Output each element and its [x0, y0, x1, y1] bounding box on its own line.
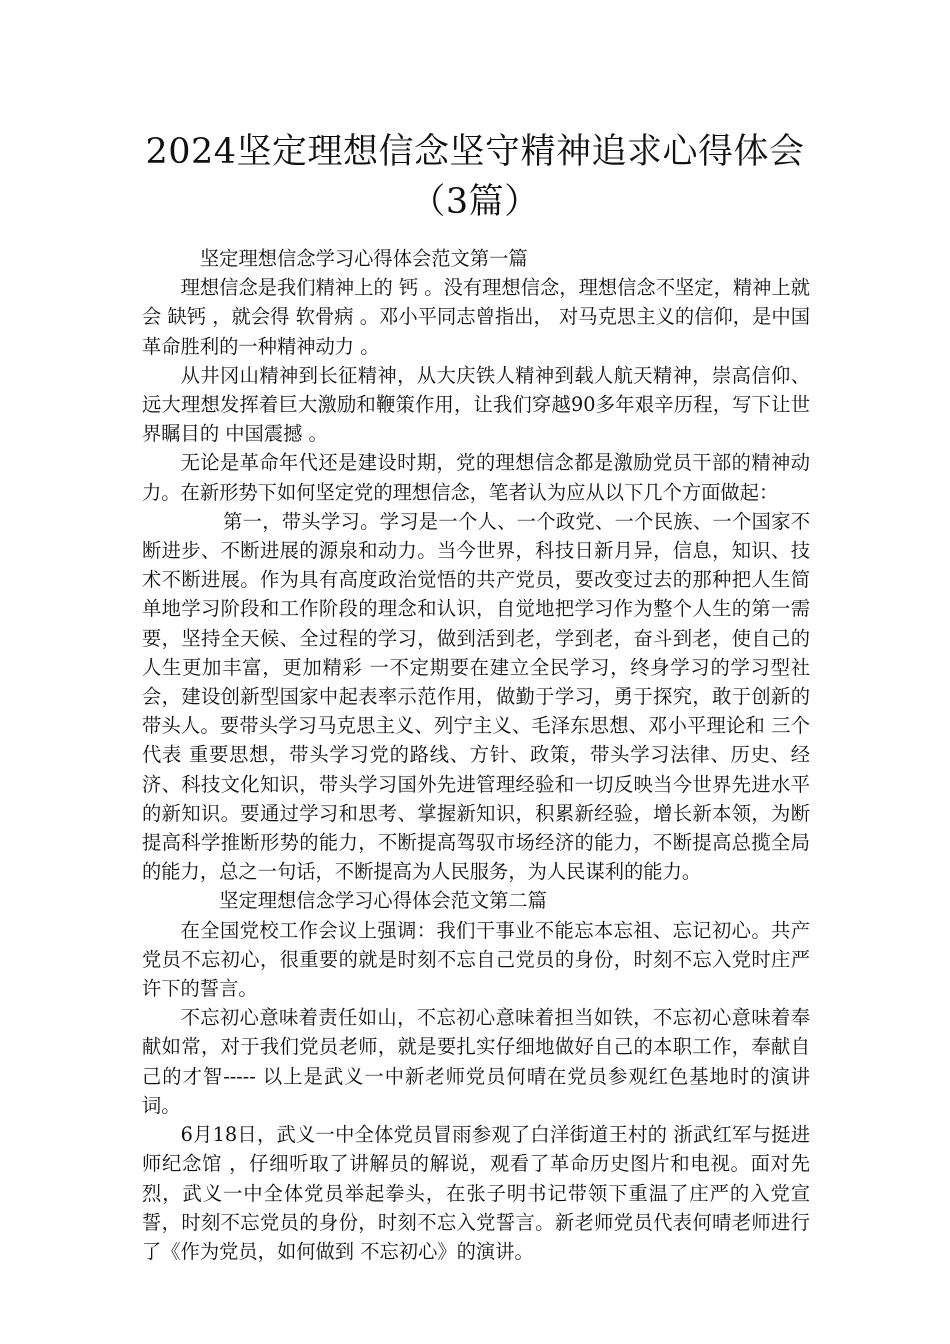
document-title-line-2: （3篇）	[410, 182, 540, 222]
section-2-heading: 坚定理想信念学习心得体会范文第二篇	[219, 889, 547, 913]
section-2-paragraph-2: 不忘初心意味着责任如山，不忘初心意味着担当如铁，不忘初心意味着奉献如常，对于我们党员老师，就是要扎实仔细地做好自己的本职工作，奉献自己的才智----- 以上是武义一中新老师党员何晴在党员参观红色基地时的演讲词。	[142, 1006, 810, 1117]
section-1-paragraph-3: 无论是革命年代还是建设时期，党的理想信念都是激励党员干部的精神动力。在新形势下如何坚定党的理想信念，笔者认为应从以下几个方面做起：	[142, 451, 810, 504]
section-1-paragraph-2: 从井冈山精神到长征精神，从大庆铁人精神到载人航天精神，崇高信仰、远大理想发挥着巨大激励和鞭策作用，让我们穿越90多年艰辛历程，写下让世界瞩目的 中国震撼 。	[142, 363, 810, 446]
section-1-heading: 坚定理想信念学习心得体会范文第一篇	[199, 247, 528, 270]
document-title-line-1: 2024坚定理想信念坚守精神追求心得体会	[145, 132, 805, 172]
section-2-paragraph-1: 在全国党校工作会议上强调：我们干事业不能忘本忘祖、忘记初心。共产党员不忘初心，很重要的就是时刻不忘自己党员的身份，时刻不忘入党时庄严许下的誓言。	[142, 918, 810, 1001]
section-1-paragraph-1: 理想信念是我们精神上的 钙 。没有理想信念，理想信念不坚定，精神上就会 缺钙 ，就会得 软骨病 。邓小平同志曾指出， 对马克思主义的信仰，是中国革命胜利的一种精神动力 。	[142, 276, 810, 358]
section-1-point-1: 第一，带头学习。学习是一个人、一个政党、一个民族、一个国家不断进步、不断进展的源泉和动力。当今世界，科技日新月异，信息，知识、技术不断进展。作为具有高度政治觉悟的共产党员，要改变过去的那种把人生简单地学习阶段和工作阶段的理念和认识，自觉地把学习作为整个人生的第一需要，坚持全天候、全过程的学习，做到活到老，学到老，奋斗到老，使自己的人生更加丰富，更加精彩 一不定期要在建立全民学习，终身学习的学习型社会，建设创新型国家中起表率示范作用，做勤于学习，勇于探究，敢于创新的带头人。要带头学习马克思主义、列宁主义、毛泽东思想、邓小平理论和 三个代表 重要思想，带头学习党的路线、方针、政策，带头学习法律、历史、经济、科技文化知识，带头学习国外先进管理经验和一切反映当今世界先进水平的新知识。要通过学习和思考、掌握新知识，积累新经验，增长新本领，为断提高科学推断形势的能力，不断提高驾驭市场经济的能力，不断提高总揽全局的能力，总之一句话，不断提高为人民服务，为人民谋利的能力。	[142, 509, 810, 884]
document-body	[142, 244, 810, 1266]
section-2-paragraph-3: 6月18日，武义一中全体党员冒雨参观了白洋街道王村的 浙武红军与挺进师纪念馆 ，仔细听取了讲解员的解说，观看了革命历史图片和电视。面对先烈，武义一中全体党员举起拳头，在张子明书记带领下重温了庄严的入党宣誓，时刻不忘党员的身份，时刻不忘入党誓言。新老师党员代表何晴老师进行了《作为党员，如何做到 不忘初心》的演讲。	[142, 1123, 810, 1263]
